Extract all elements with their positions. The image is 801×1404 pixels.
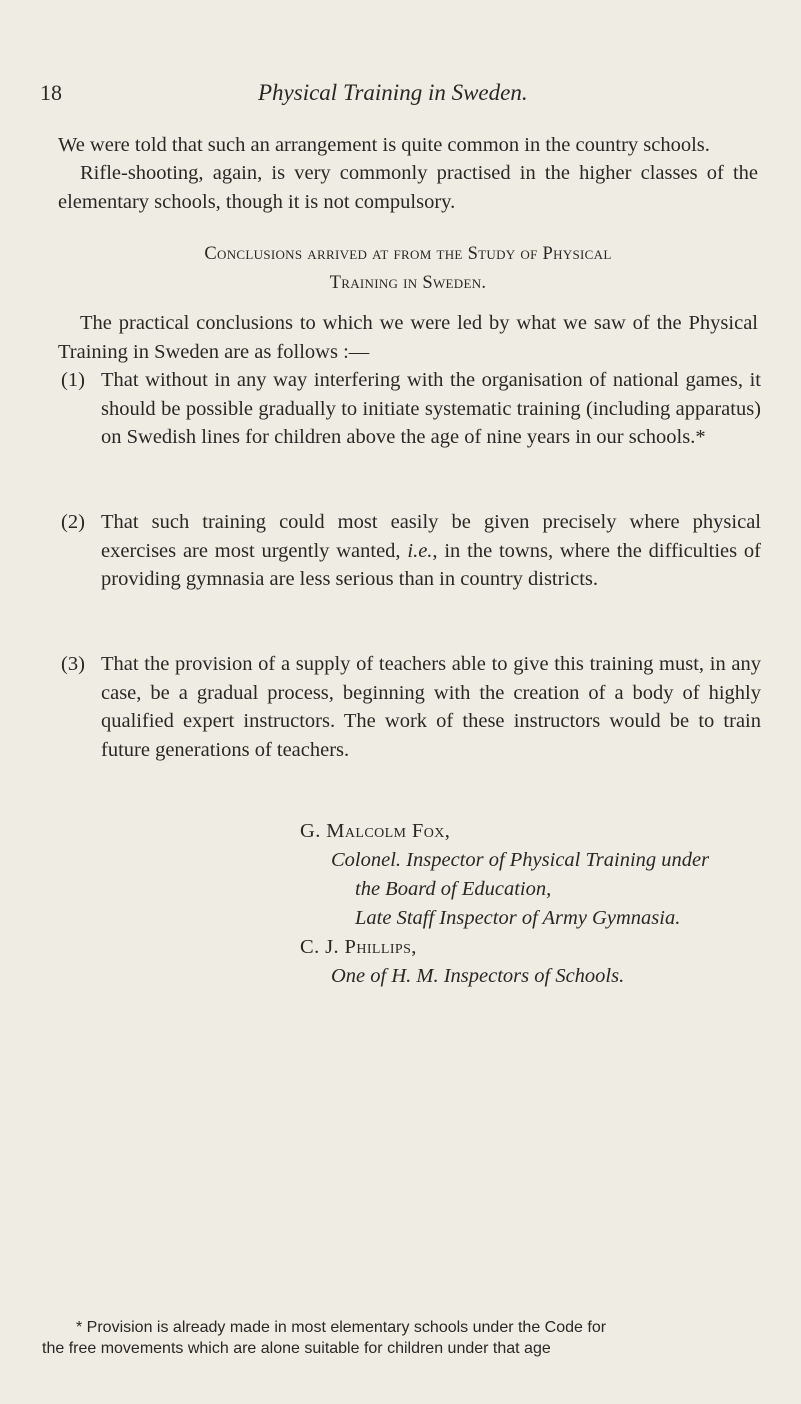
item-number: (1) [61,369,85,391]
signatory-name-2: C. J. Phillips, [300,936,417,958]
item-number: (2) [61,511,85,533]
paragraph-3: The practical conclusions to which we were led by what we saw of the Physical Training in Sweden are as follows :— [58,312,758,363]
signatory-title-1-line-1: Colonel. Inspector of Physical Training under [331,849,710,871]
signatory-name-1: G. Malcolm Fox, [300,820,451,842]
paragraph-1: We were told that such an arrangement is quite common in the country schools. [58,134,710,156]
running-title: Physical Training in Sweden. [258,80,528,105]
item-text [101,508,761,594]
section-heading [58,240,758,298]
footnote-line-1: * Provision is already made in most elementary schools under the Code for [76,1319,607,1336]
section-heading-line-1: Conclusions arrived at from the Study of Physical [204,244,612,264]
item-text: That the provision of a supply of teachers able to give this training must, in any case, be a gradual process, beginning with the creation of a body of highly qualified expert instructors. The work of these instructors would be to train future generations of teachers. [101,653,761,761]
conclusion-item-3 [61,650,761,764]
item-number: (3) [61,653,85,675]
item-text-italic: i.e. [407,539,433,562]
conclusion-item-2 [61,508,761,594]
page-number: 18 [40,80,62,105]
footnote [42,1317,762,1359]
section-heading-line-2: Training in Sweden. [329,273,487,293]
signatory-title-1-line-3: Late Staff Inspector of Army Gymnasia. [355,907,681,929]
paragraph-2-text: Rifle-shooting, again, is very commonly practised in the higher classes of the elementary schools, though it is not compulsory. [58,162,758,213]
item-text: That without in any way interfering with the organisation of national games, it should be possible gradually to initiate systematic training (including apparatus) on Swedish lines for children above the age of nine years in our schools.* [101,369,761,448]
paragraph-2 [58,159,758,216]
conclusion-item-1 [61,366,761,452]
item-text-part-2: , in the towns, where the difficulties of providing gymnasia are less serious than in country districts. [101,539,761,590]
signatory-title-1-line-2: the Board of Education, [355,878,552,900]
footnote-line-2: the free movements which are alone suitable for children under that age [42,1340,551,1357]
item-text-part-1: That such training could most easily be given precisely where physical exercises are most urgently wanted, [101,511,761,562]
signatory-title-2: One of H. M. Inspectors of Schools. [331,965,625,987]
